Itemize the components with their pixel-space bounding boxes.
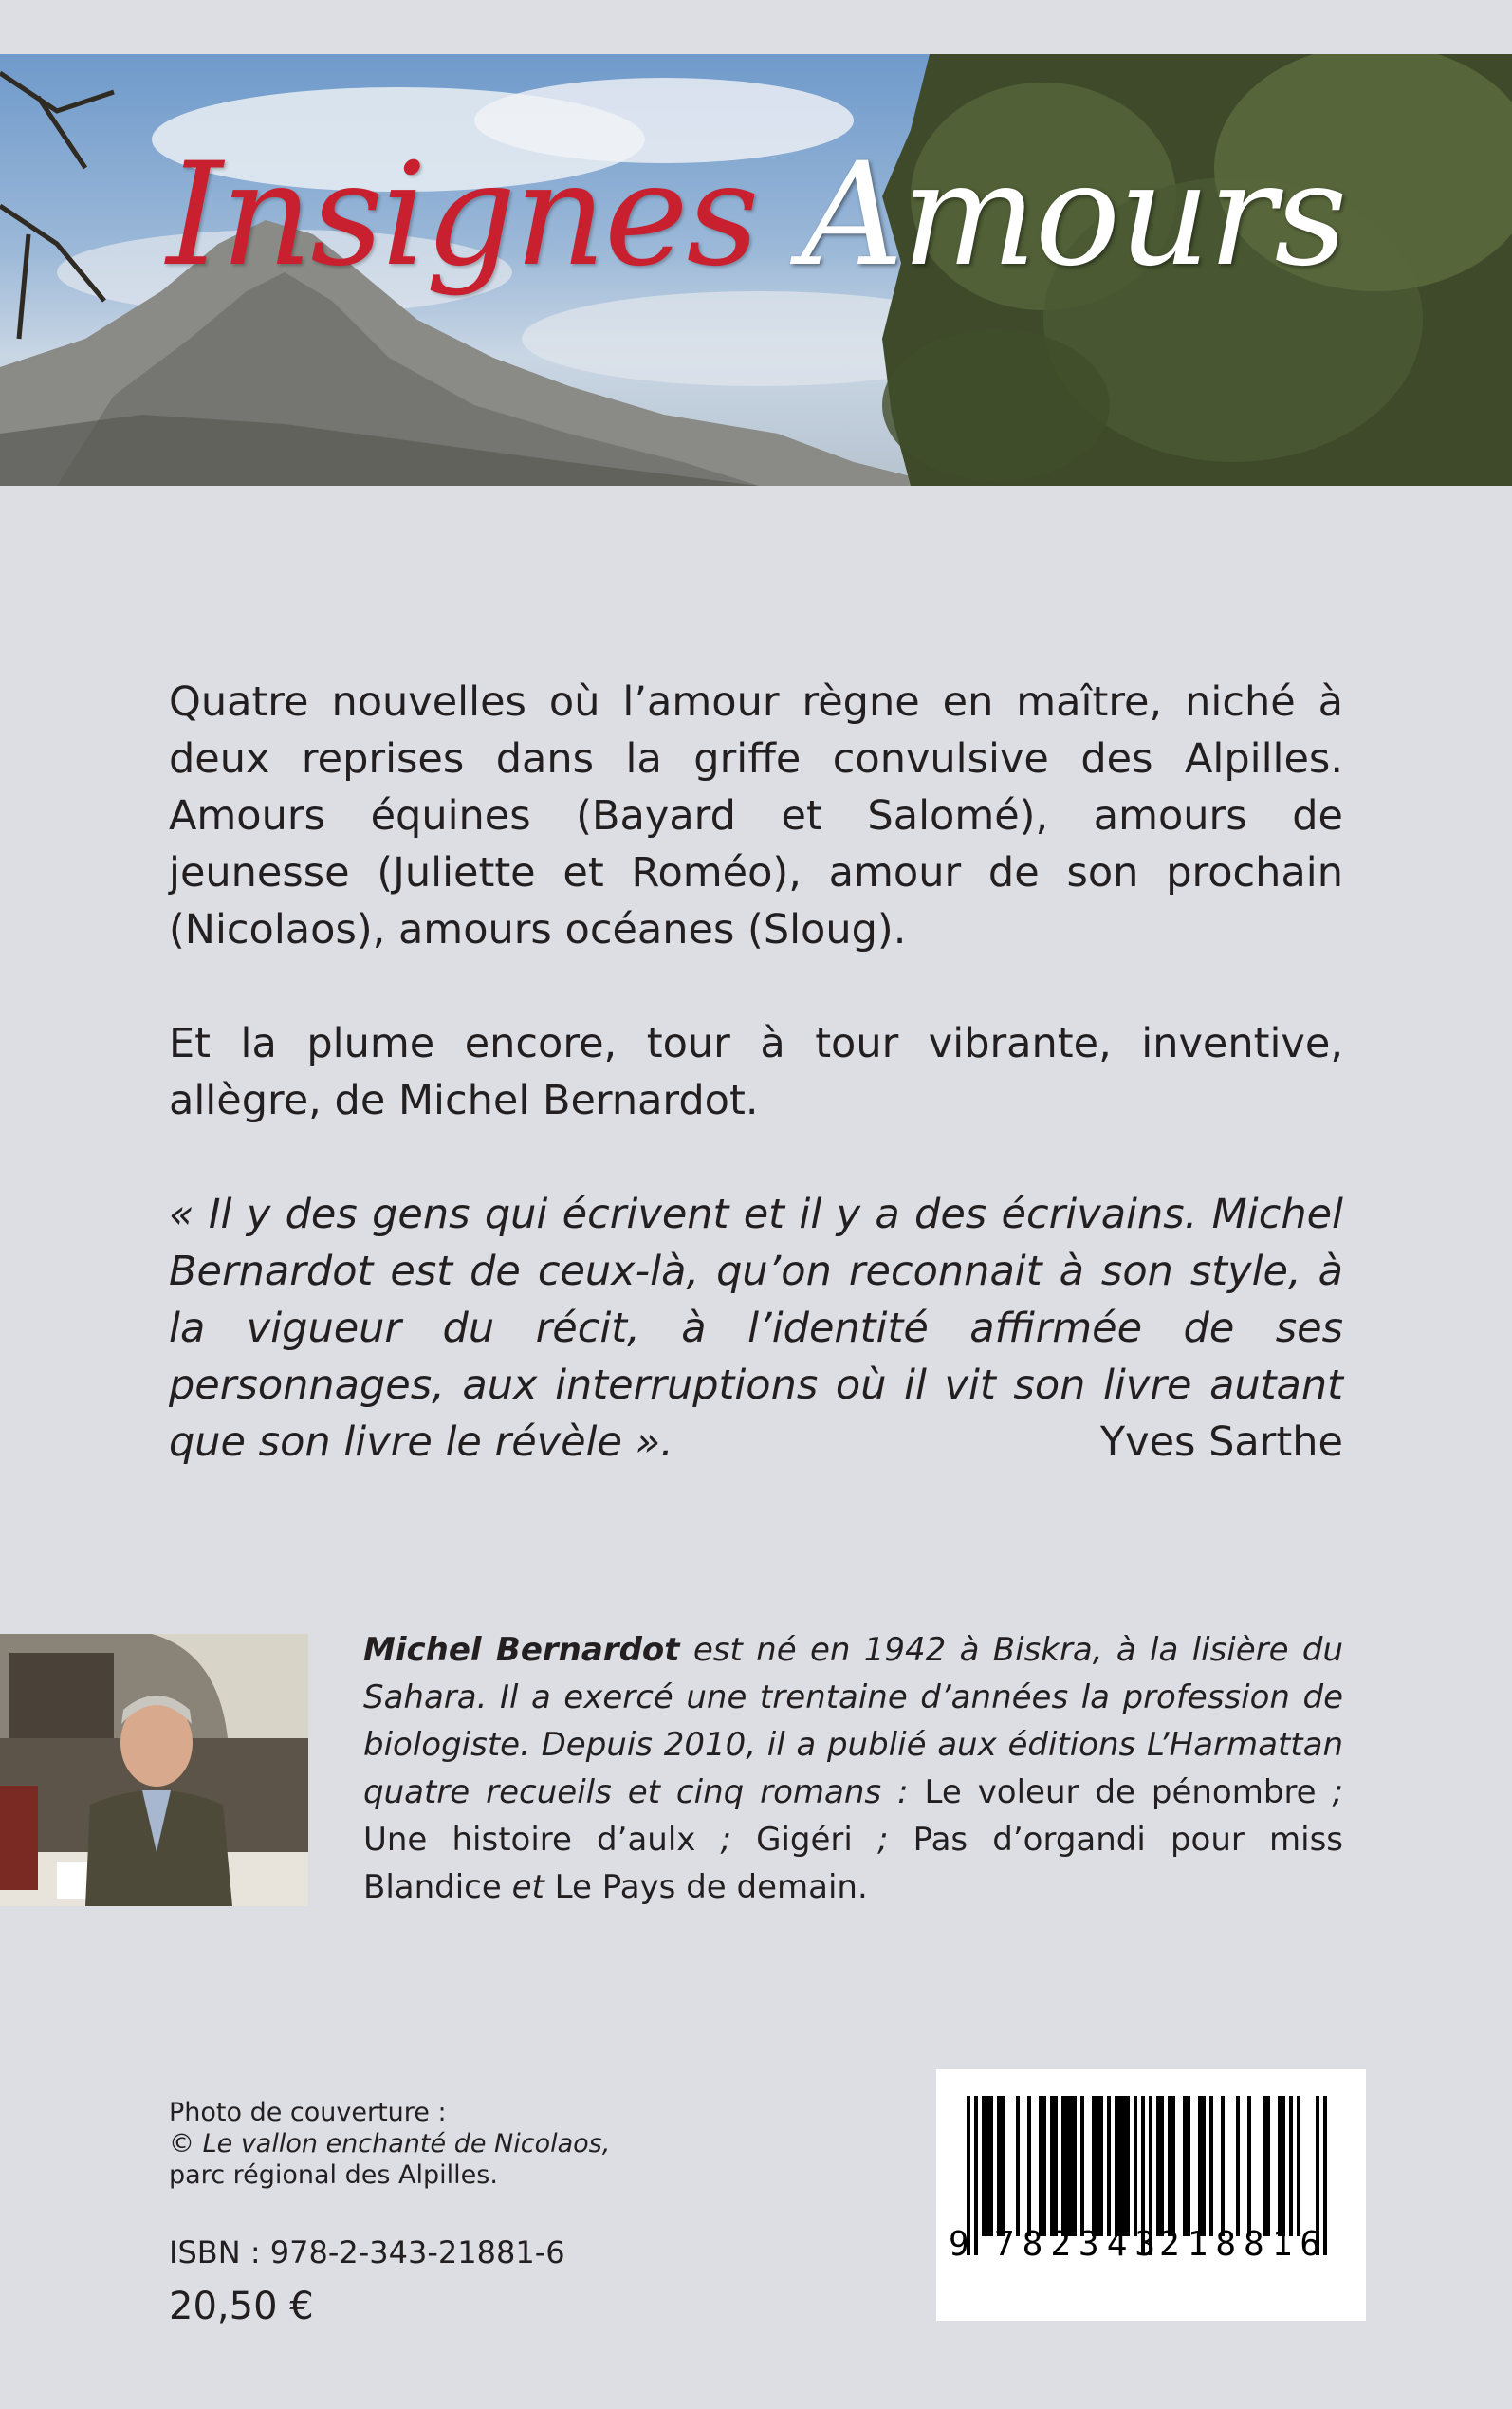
barcode-bar [1122,2096,1126,2236]
bio-end: . [857,1868,868,1906]
barcode-bar [989,2096,993,2236]
barcode-bar [1278,2096,1282,2236]
barcode-bar [997,2096,1001,2236]
barcode-left-digits: 782343 [994,2225,1164,2264]
barcode-bar [1263,2096,1266,2236]
barcode-bar [1156,2096,1160,2236]
barcode-bar [1061,2096,1065,2236]
barcode-bar [1073,2096,1077,2236]
photo-credits [169,2097,610,2191]
barcode-bar [1198,2096,1202,2236]
barcode-bar [1054,2096,1058,2236]
barcode-bar [1289,2096,1293,2236]
barcode-bar [1027,2096,1031,2236]
author-photo [0,1634,308,1906]
title-word-insignes: Insignes [166,133,758,298]
barcode [936,2069,1366,2321]
barcode-bar [1209,2096,1213,2236]
barcode-bar [1107,2096,1111,2236]
isbn: ISBN : 978-2-343-21881-6 [169,2234,565,2270]
barcode-bar [1282,2096,1285,2236]
barcode-bar [1039,2096,1042,2236]
barcode-bar [1069,2096,1073,2236]
quote-author: Yves Sarthe [1099,1418,1343,1466]
bio-text: est né en 1942 à Biskra, à la lisière du Sahara. Il a exercé une trentaine d’années la profession de biologiste. Depuis 2010, il a publié aux éditions L’Harmattan quatre recueils et cinq romans : [363,1631,1343,1811]
barcode-bar [1297,2096,1300,2236]
barcode-bar [1160,2096,1164,2236]
credits-copyright: © [169,2129,203,2159]
bio-author-name: Michel Bernardot [363,1631,680,1669]
barcode-bar [1080,2096,1084,2236]
bio-book-5: Le Pays de demain [554,1868,857,1906]
barcode-bar [1266,2096,1270,2236]
barcode-bar [986,2096,989,2236]
title-word-amours: Amours [801,133,1346,298]
barcode-bar [974,2096,978,2255]
blurb-paragraph-2: Et la plume encore, tour à tour vibrante, inventive, allègre, de Michel Bernardot. [169,1020,1343,1124]
barcode-bar [1183,2096,1187,2236]
barcode-bars [936,2069,1366,2321]
blurb-paragraph-1: Quatre nouvelles où l’amour règne en maître, niché à deux reprises dans la griffe convulsive des Alpilles. Amours équines (Bayard et Salomé), amours de jeunesse (Juliette et Roméo), amour de son prochain (Nicolaos), amours océanes (Sloug). [169,678,1343,954]
barcode-bar [1221,2096,1225,2236]
bio-book-4: Pas d’organdi pour miss Blandice [363,1821,1343,1906]
barcode-bar [1016,2096,1020,2236]
barcode-bar [1099,2096,1103,2236]
blurb-quote: « Il y des gens qui écrivent et il y a des écrivains. Michel Bernardot est de ceux-là, qu’on reconnait à son style, à la vigueur du récit, à l’identité affirmée de ses personnages, aux interruptions où il vit son livre autant que son livre le révèle ». [169,1191,1343,1466]
barcode-bar [1202,2096,1206,2236]
price: 20,50 € [169,2285,314,2328]
barcode-bar [1050,2096,1054,2236]
bio-book-3: Gigéri [756,1821,853,1859]
barcode-bar [1042,2096,1046,2236]
bio-sep-1: ; [1316,1773,1343,1811]
barcode-bar [1118,2096,1122,2236]
barcode-bar [1126,2096,1130,2236]
barcode-bar [1236,2096,1240,2236]
bio-book-1: Le voleur de pénombre [924,1773,1317,1811]
author-bio [363,1626,1343,1911]
barcode-bar [1001,2096,1005,2236]
book-title [0,133,1512,298]
bio-sep-3: ; [852,1821,913,1859]
credits-photo-title: Le vallon enchanté de Nicolaos, [202,2129,611,2159]
barcode-bar [1187,2096,1190,2236]
barcode-bar [1134,2096,1137,2236]
barcode-bar [982,2096,986,2236]
credits-line-1: Photo de couverture : [169,2098,447,2127]
cover-banner [0,54,1512,486]
barcode-bar [1092,2096,1096,2236]
barcode-bar [1065,2096,1069,2236]
barcode-bar [1096,2096,1099,2236]
barcode-bar [1171,2096,1175,2236]
barcode-bar [1247,2096,1251,2236]
bio-and: et [501,1868,555,1906]
barcode-bar [1168,2096,1171,2236]
barcode-bar [1115,2096,1118,2236]
credits-line-2 [169,2128,610,2159]
bio-sep-2: ; [695,1821,757,1859]
credits-line-3: parc régional des Alpilles. [169,2160,498,2190]
barcode-first-digit: 9 [949,2225,969,2264]
bio-book-2: Une histoire d’aulx [363,1821,696,1859]
barcode-right-digits: 218816 [1159,2225,1329,2264]
